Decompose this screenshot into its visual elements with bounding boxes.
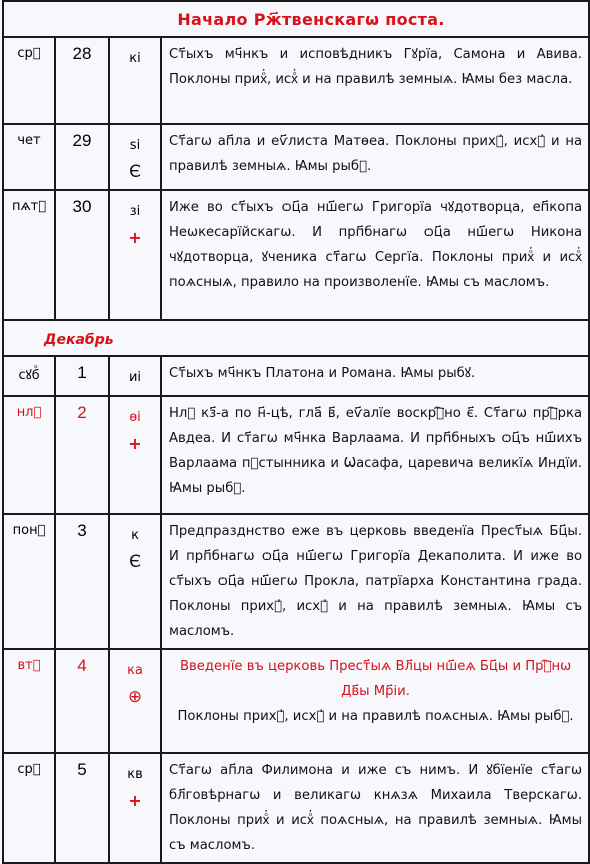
church-number: кв <box>127 767 143 782</box>
feast-title: Введенїе въ церковь Прест҃ыѧ Вл҃цы нш҃еѧ Бц҃ы и Прⷭ҇нѡ Дв҃ы Мр҃іи. <box>179 659 572 699</box>
table-row <box>3 37 589 124</box>
table-row <box>3 753 589 863</box>
entry-text: Ст҃агѡ ап҃ла и еѵ҃листа Матѳеа. Поклоны прихⷪ҆, исхⷪ҆ и на правилѣ земныѧ. Ꙗмы рыбꙋ. <box>161 124 589 190</box>
table-row <box>3 190 589 320</box>
entry-text: Нлⷣ кз҃-а по н҃-цѣ, гла҃ в҃, еѵ҃алїе воскрⷭ҇но є҃. Ст҃агѡ прⷪ҇рка Авдеа. И ст҃агѡ мч҃нка Варлаама. И прп҃бныхъ ѻц҃ъ нш҃ихъ Варлаама пꙋстынника и Ѡасафа, царевича великїѧ Индїи. Ꙗмы рыбꙋ. <box>161 396 589 514</box>
church-number: иі <box>128 370 142 385</box>
weekday-cell: сꙋбⷪ <box>3 356 55 396</box>
church-number: ка <box>127 663 143 678</box>
church-number-cell <box>109 124 161 190</box>
church-number-cell <box>109 396 161 514</box>
church-number-cell <box>109 753 161 863</box>
church-number-cell <box>109 514 161 649</box>
service-mark-icon: Є <box>129 552 141 572</box>
date-cell: 29 <box>55 124 109 190</box>
weekday-cell: понⷣ <box>3 514 55 649</box>
entry-text: Предпразднство еже въ церковь введенїа Прест҃ыѧ Бц҃ы. И прп҃бнагѡ ѻц҃а нш҃егѡ Григорїа Декаполита. И иже во ст҃ыхъ ѻц҃а нш҃егѡ Прокла, патрїарха Константина града. Поклоны прихⷪ҆, исхⷪ҆ и на правилѣ земныѧ. Ꙗмы съ масломъ. <box>161 514 589 649</box>
date-cell: 3 <box>55 514 109 649</box>
date-cell: 4 <box>55 649 109 753</box>
date-cell: 30 <box>55 190 109 320</box>
church-number: зі <box>129 204 141 219</box>
table-row <box>3 396 589 514</box>
entry-text: Иже во ст҃ыхъ ѻц҃а нш҃егѡ Григорїа чꙋдотворца, еп҃копа Неѡкесарїйскагѡ. И прп҃бнагѡ ѻц҃а нш҃егѡ Никона чꙋдотворца, ꙋченика ст҃агѡ Сергїа. Поклоны прихⷪ҆ и исхⷪ҆ поѧсныѧ, правило на произволенїе. Ꙗмы съ масломъ. <box>161 190 589 320</box>
service-mark-icon: Є <box>129 162 141 182</box>
entry-text: Ст҃ыхъ мч҃нкъ Платона и Романа. Ꙗмы рыбꙋ. <box>161 356 589 396</box>
date-cell: 5 <box>55 753 109 863</box>
church-number-cell <box>109 356 161 396</box>
page-title: Начало Рж҃твенскагѡ поста. <box>177 9 445 29</box>
weekday-cell: чет <box>3 124 55 190</box>
church-number: кі <box>129 51 141 66</box>
church-number: ѳі <box>129 410 141 425</box>
weekday-cell: втⷪ <box>3 649 55 753</box>
church-number-cell <box>109 649 161 753</box>
entry-cell <box>161 649 589 753</box>
date-cell: 1 <box>55 356 109 396</box>
fast-calendar-table <box>2 0 590 864</box>
weekday-cell: пѧтⷪ <box>3 190 55 320</box>
church-number-cell <box>109 190 161 320</box>
month-row <box>3 320 589 356</box>
header-cell <box>3 1 589 37</box>
church-number: к <box>131 528 139 543</box>
red-cross-icon: + <box>128 791 142 810</box>
red-cross-icon: + <box>128 228 142 247</box>
entry-text: Ст҃ыхъ мч҃нкъ и исповѣдникъ Гꙋрїа, Самона и Авива. Поклоны прихⷪ҆, исхⷪ҆ и на правилѣ земныѧ. Ꙗмы без масла. <box>161 37 589 124</box>
table-row <box>3 514 589 649</box>
entry-text: Поклоны прихⷪ҆, исхⷪ҆ и на правилѣ поѧсныѧ. Ꙗмы рыбꙋ. <box>177 709 574 724</box>
table-row <box>3 356 589 396</box>
month-cell <box>3 320 589 356</box>
table-row <box>3 124 589 190</box>
header-row <box>3 1 589 37</box>
entry-text: Ст҃агѡ ап҃ла Филимона и иже съ нимъ. И ꙋбїенїе ст҃агѡ бл҃говѣрнагѡ и великагѡ кнѧзѧ Михаила Тверскагѡ. Поклоны прихⷪ҆ и исхⷪ҆ поѧсныѧ, на правилѣ земныѧ. Ꙗмы съ масломъ. <box>161 753 589 863</box>
weekday-cell: срⷣ <box>3 753 55 863</box>
circled-cross-icon: ⊕ <box>127 687 143 707</box>
weekday-cell: срⷣ <box>3 37 55 124</box>
month-label: Декабрь <box>44 331 114 348</box>
red-cross-icon: + <box>128 434 142 453</box>
date-cell: 2 <box>55 396 109 514</box>
table-row <box>3 649 589 753</box>
date-cell: 28 <box>55 37 109 124</box>
church-number-cell <box>109 37 161 124</box>
church-number: sі <box>129 138 141 153</box>
weekday-cell: нлⷣ <box>3 396 55 514</box>
